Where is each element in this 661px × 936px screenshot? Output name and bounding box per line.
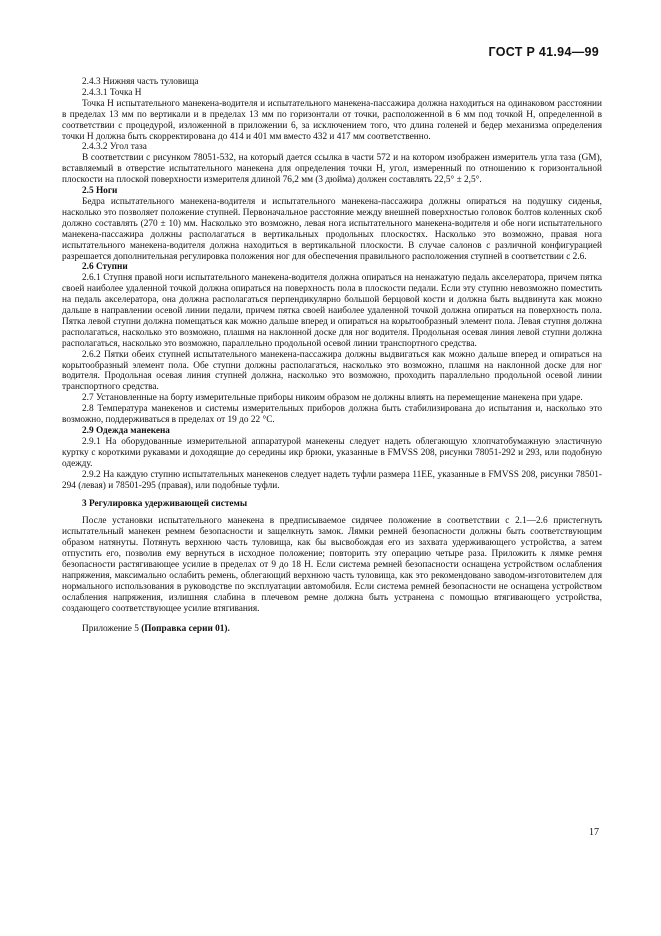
document-body [62,77,602,634]
annex-reference [62,624,602,635]
section-2-6-heading: 2.6 Ступни [82,262,128,273]
paragraph-2-9-1: 2.9.1 На оборудованные измерительной аппаратурой манекены следует надеть облегающую хлопчатобумажную эластичную куртку с короткими рукавами и доходящие до середины икр брюки, указанные в FMVSS 208, рисунки 78051-292 и 293, или подобную одежду. [62,436,602,469]
section-2-9-heading: 2.9 Одежда манекена [82,426,170,436]
paragraph-2-4-3-2: В соответствии с рисунком 78051-532, на который дается ссылка в части 572 и на котором изображен измеритель угла таза (GM), вставляемый в отверстие испытательного манекена для определения точки H, угол, измеренный по отношению к горизонтальной плоскости на плоской поверхности измерителя длиной 76,2 мм (3 дюйма) должен составлять 22,5° ± 2,5°. [62,153,602,186]
section-2-4-3-2-heading: 2.4.3.2 Угол таза [82,142,147,153]
paragraph-2-5: Бедра испытательного манекена-водителя и испытательного манекена-пассажира должны опираться на подушку сиденья, насколько это позволяет положение ступней. Первоначальное расстояние между внешней поверхностью головок болтов коленных скоб должно составлять (270 ± 10) мм. Насколько это возможно, левая нога испытательного манекена-водителя и обе ноги испытательного манекена-пассажира должны располагаться в вертикальных продольных плоскостях. Насколько это возможно, правая нога испытательного манекена-водителя должна находиться в вертикальной плоскости. В случае салонов с различной конфигурацией разрешается дополнительная регулировка положения ног для обеспечения правильного расположения ступней в соответствии с 2.6. [62,196,602,262]
paragraph-2-9-2: 2.9.2 На каждую ступню испытательных манекенов следует надеть туфли размера 11ЕЕ, указанные в FMVSS 208, рисунки 78501-294 (левая) и 78501-295 (правая), или подобные туфли. [62,469,602,491]
paragraph-2-4-3-1: Точка H испытательного манекена-водителя и испытательного манекена-пассажира должна находиться на одинаковом расстоянии в пределах 13 мм по вертикали и в пределах 13 мм по горизонтали от точки, расположенной в 6 мм под точкой H, определенной в соответствии с процедурой, изложенной в приложении 6, за исключением того, что длина голеней и бедер механизма определения точки H должна быть скорректирована до 414 и 401 мм вместо 432 и 417 мм соответственно. [62,98,602,142]
section-2-4-3-heading: 2.4.3 Нижняя часть туловища [82,77,199,87]
document-id: ГОСТ Р 41.94—99 [488,45,599,59]
paragraph-2-8: 2.8 Температура манекенов и системы измерительных приборов должна быть стабилизирована до испытания и, насколько это возможно, поддерживаться в пределах от 19 до 22 °С. [62,404,602,426]
paragraph-2-6-1: 2.6.1 Ступня правой ноги испытательного манекена-водителя должна опираться на ненажатую педаль акселератора, причем пятка своей наиболее удаленной точкой должна опираться на поверхность пола в плоскости педали. Если эту ступню невозможно поместить на педаль акселератора, она должна располагаться перпендикулярно большой берцовой кости и должна быть выдвинута как можно дальше в направлении осевой линии педали, причем пятка своей наиболее удаленной точкой должна опираться на поверхность пола. Пятка левой ступни должна помещаться как можно дальше вперед и опираться на корытообразный элемент пола. Левая ступня должна располагаться, насколько это возможно, плашмя на наклонной доске для ног водителя. Продольная осевая линия левой ступни должна располагаться, насколько это возможно, параллельно продольной осевой линии транспортного средства. [62,273,602,349]
paragraph-2-7: 2.7 Установленные на борту измерительные приборы никоим образом не должны влиять на перемещение манекена при ударе. [82,393,583,404]
paragraph-2-6-2: 2.6.2 Пятки обеих ступней испытательного манекена-пассажира должны выдвигаться как можно дальше вперед и опираться на корытообразный элемент пола. Обе ступни должны располагаться, насколько это возможно, плашмя на наклонной доске для ног водителя. Продольная осевая линия ступней должна, насколько это возможно, проходить параллельно продольной осевой линии транспортного средства. [62,349,602,393]
paragraph-3: После установки испытательного манекена в предписываемое сидячее положение в соответствии с 2.1—2.6 пристегнуть испытательный манекен ремнем безопасности и защелкнуть замок. Лямки ремней безопасности должны быть соответствующим образом натянуты. Потянуть верхнюю часть туловища, как бы высвобождая его из захвата удерживающего устройства, а затем отпустить его, позволив ему вернуться в исходное положение; повторить эту операцию четыре раза. Приложить к лямке ремня безопасности растягивающее усилие в пределах от 9 до 18 Н. Если система ремней безопасности оснащена устройством ослабления напряжения, максимально ослабить ремень, облегающий верхнюю часть туловища, как это рекомендовано заводом-изготовителем для нормального использования в руководстве по эксплуатации автомобиля. Если система ремней безопасности не оснащена устройством ослабления напряжения, излишняя слабина в плечевом ремне должна быть устранена с помощью втягивающего устройства, создающего соответствующее усилие втягивания. [62,516,602,614]
annex-label: Приложение 5 [82,623,139,634]
section-2-4-3-1-heading: 2.4.3.1 Точка H [82,87,142,98]
page-number: 17 [589,827,599,838]
section-2-5-heading: 2.5 Ноги [82,186,118,197]
section-3-heading: 3 Регулировка удерживающей системы [82,499,248,510]
annex-note: (Поправка серии 01). [141,623,230,634]
